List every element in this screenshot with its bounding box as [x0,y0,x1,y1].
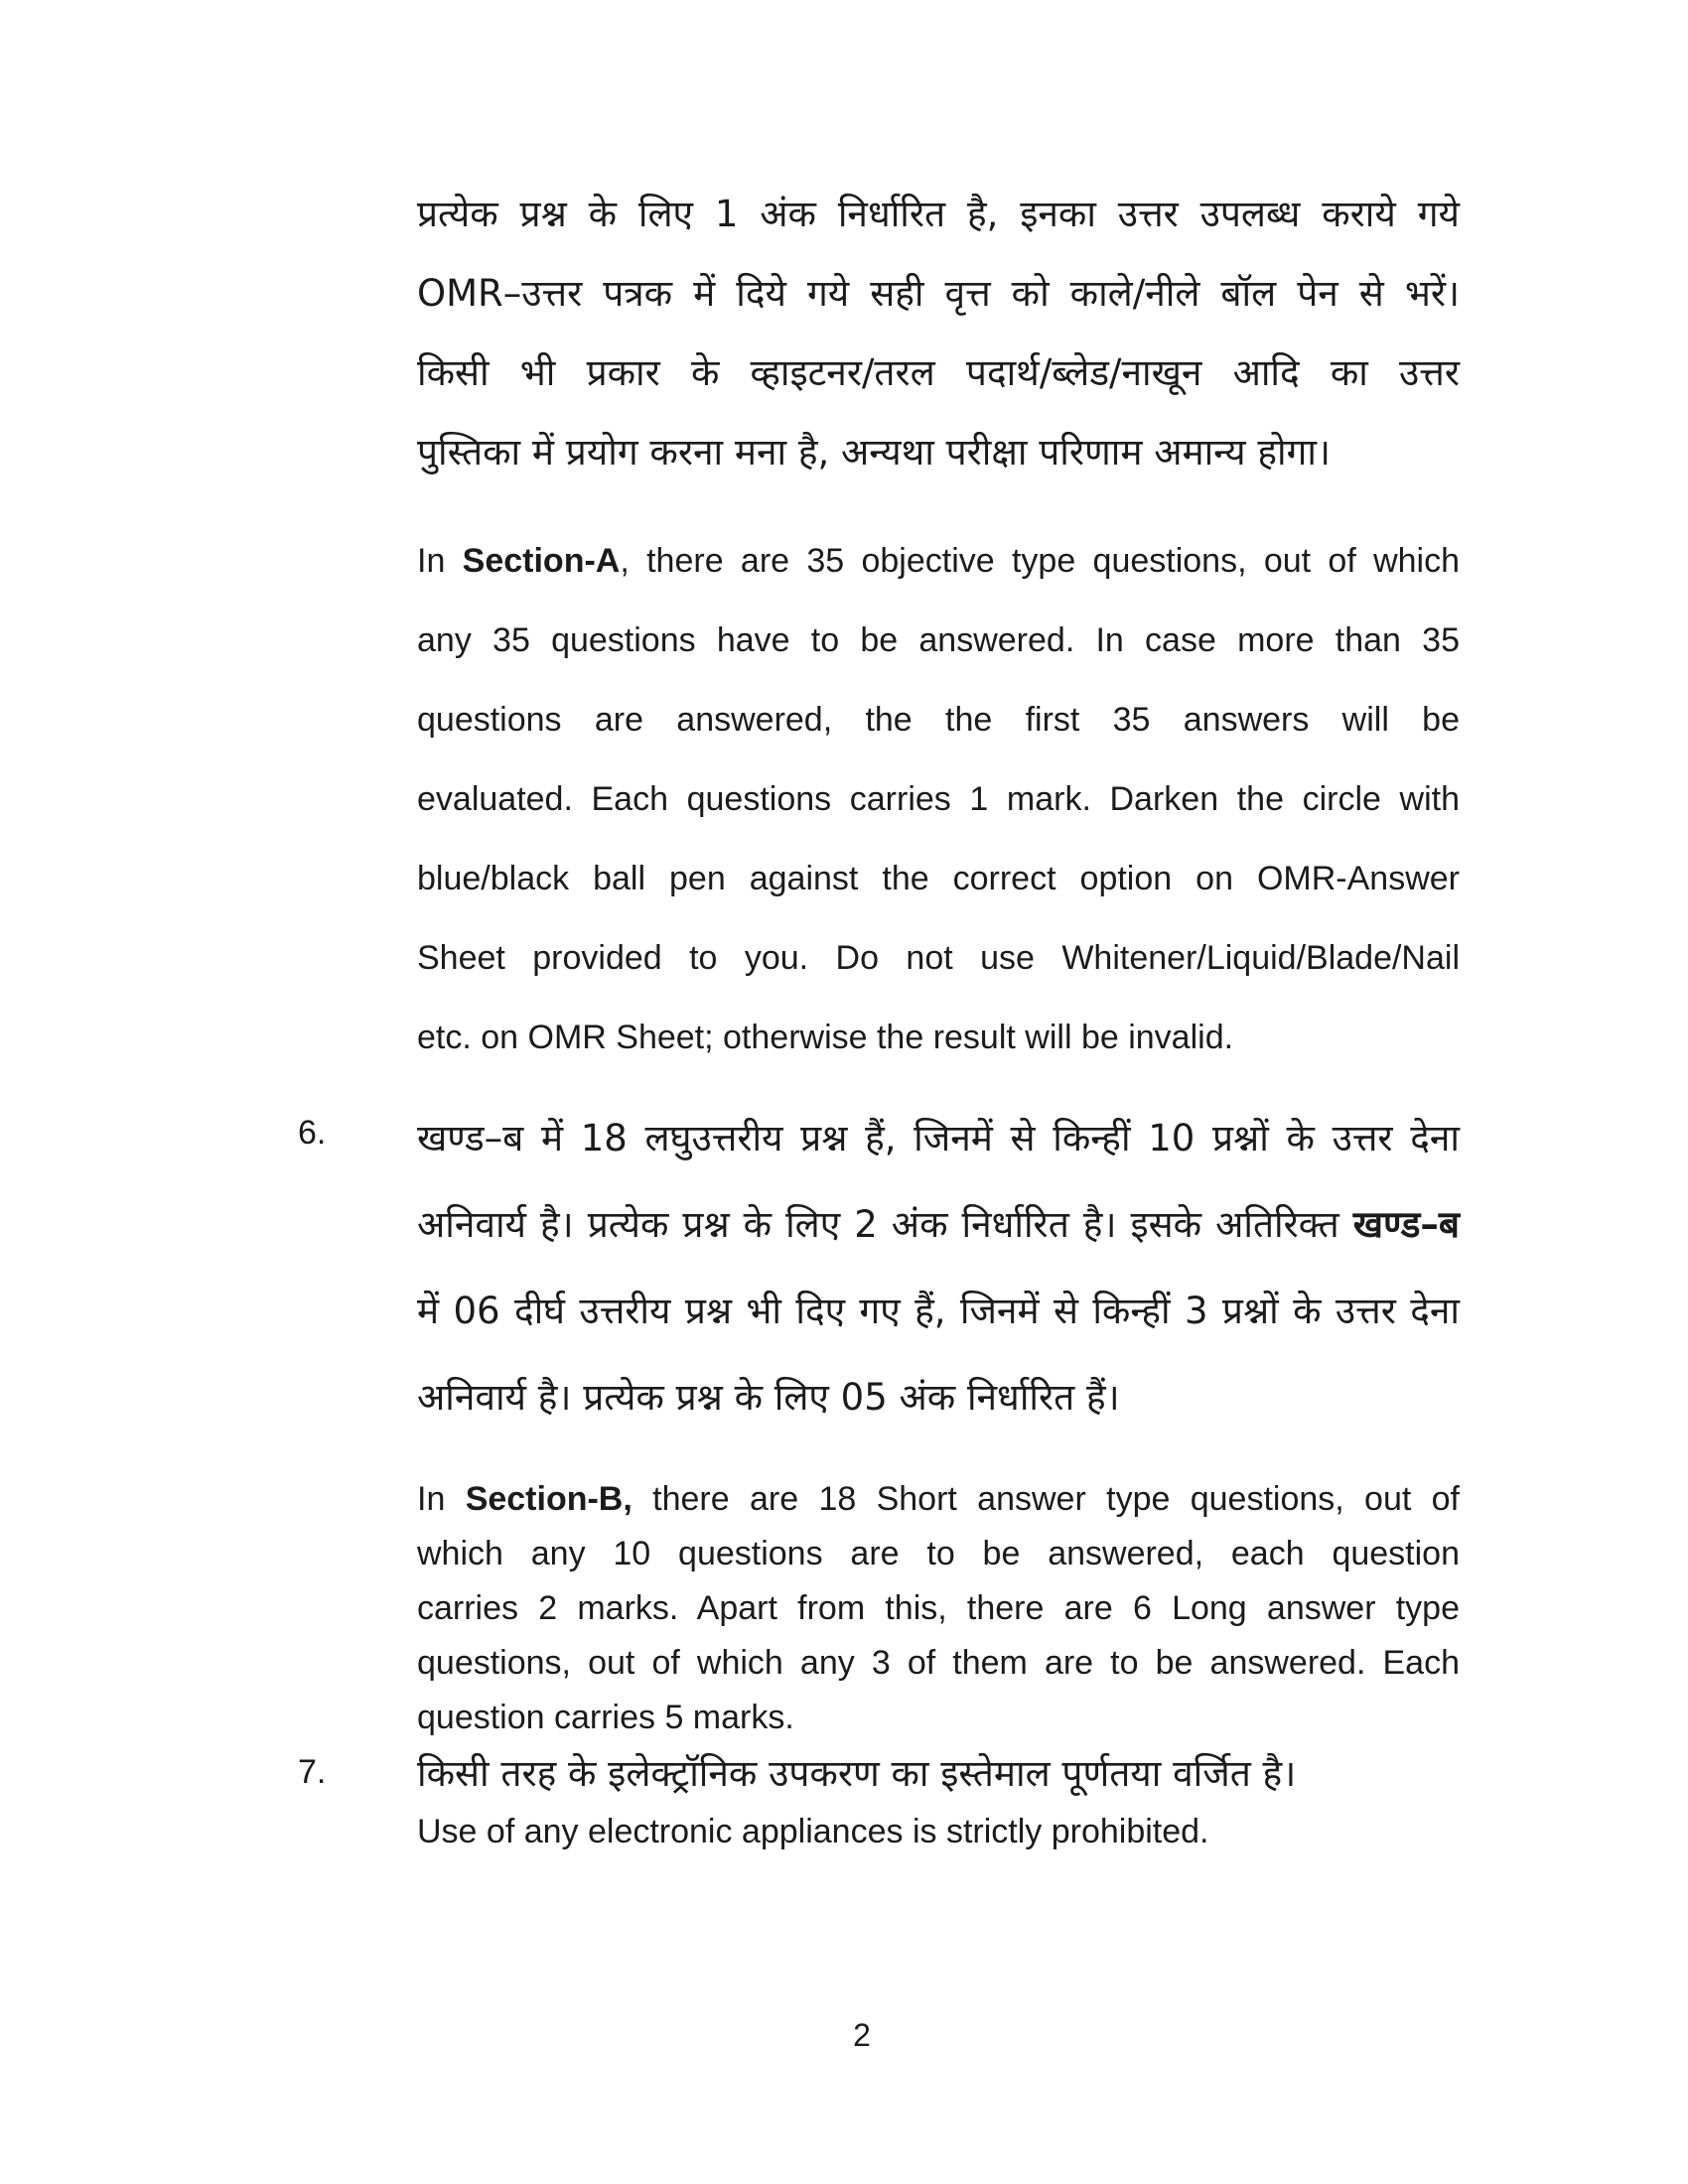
text-segment: In [417,1480,466,1518]
text-segment: In [417,542,463,580]
page-number: 2 [853,2017,871,2053]
section-b-label: Section-B, [465,1480,633,1518]
text-line: अनिवार्य है। प्रत्येक प्रश्न के लिए 05 अंक निर्धारित हैं। [417,1376,1120,1419]
section-a-label: Section-A [462,542,621,580]
instruction-7-number: 7. [298,1753,327,1791]
instruction-6-number: 6. [298,1114,327,1152]
text-line [417,1181,1460,1268]
text-line [417,521,1460,601]
text-line: questions, out of which any 3 of them are to be answered. Each [417,1644,1460,1682]
text-line: पुस्तिका में प्रयोग करना मना है, अन्यथा परीक्षा परिणाम अमान्य होगा। [417,431,1331,474]
text-line: प्रत्येक प्रश्न के लिए 1 अंक निर्धारित है, इनका उत्तर उपलब्ध कराये गये [417,193,1460,235]
text-line [417,1472,1460,1527]
instruction-5-english-paragraph [417,521,1460,1077]
text-segment: there are 18 Short answer type questions, out of [632,1480,1460,1518]
text-line: blue/black ball pen against the correct option on OMR-Answer [417,860,1460,897]
text-line: carries 2 marks. Apart from this, there are 6 Long answer type [417,1589,1460,1627]
section-b-hindi-label: खण्ड–ब [1352,1203,1460,1246]
text-segment: अनिवार्य है। प्रत्येक प्रश्न के लिए 2 अंक निर्धारित है। इसके अतिरिक्त [417,1203,1353,1246]
text-line: questions are answered, the the first 35 answers will be [417,701,1460,739]
instruction-7-hindi-line: किसी तरह के इलेक्ट्रॉनिक उपकरण का इस्तेमाल पूर्णतया वर्जित है। [417,1752,1297,1795]
text-line: evaluated. Each questions carries 1 mark. Darken the circle with [417,780,1460,818]
text-line: में 06 दीर्घ उत्तरीय प्रश्न भी दिए गए हैं, जिनमें से किन्हीं 3 प्रश्नों के उत्तर देना [417,1290,1460,1332]
instruction-6-hindi-paragraph [417,1095,1460,1440]
instruction-6-english-paragraph [417,1472,1460,1745]
text-line: which any 10 questions are to be answered, each question [417,1535,1460,1572]
text-line: खण्ड–ब में 18 लघुउत्तरीय प्रश्न हैं, जिनमें से किन्हीं 10 प्रश्नों के उत्तर देना [417,1117,1460,1160]
text-line: any 35 questions have to be answered. In case more than 35 [417,621,1460,659]
instruction-7-paragraph [417,1745,1460,1860]
instruction-5-hindi-paragraph [417,175,1460,492]
text-line: question carries 5 marks. [417,1699,794,1736]
text-line: Sheet provided to you. Do not use Whitener/Liquid/Blade/Nail [417,939,1460,977]
instruction-7-english-line: Use of any electronic appliances is strictly prohibited. [417,1813,1209,1850]
text-line: OMR–उत्तर पत्रक में दिये गये सही वृत्त को काले/नीले बॉल पेन से भरें। [417,272,1460,315]
text-line: किसी भी प्रकार के व्हाइटनर/तरल पदार्थ/ब्लेड/नाखून आदि का उत्तर [417,351,1460,394]
text-line: etc. on OMR Sheet; otherwise the result will be invalid. [417,1019,1234,1056]
text-segment: , there are 35 objective type questions, out of which [620,542,1460,580]
